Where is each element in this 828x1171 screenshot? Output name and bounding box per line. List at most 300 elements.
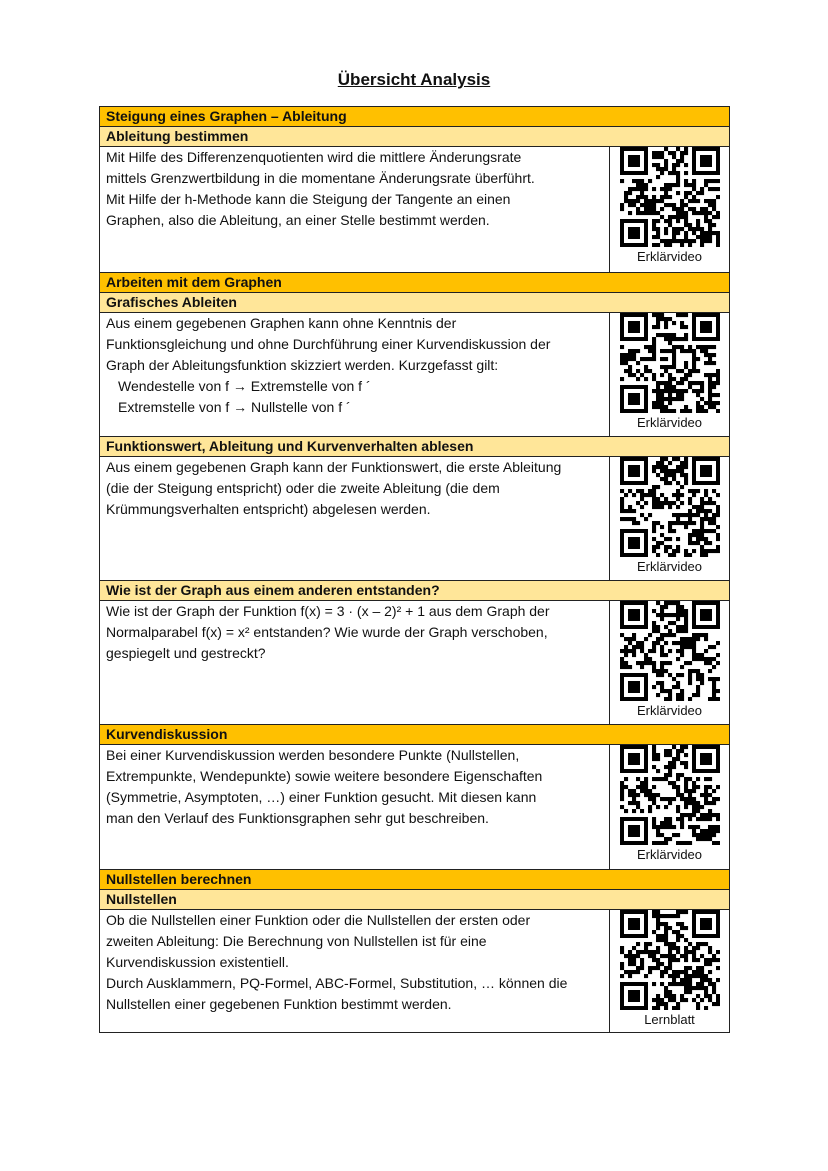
qr-module [644, 211, 648, 215]
qr-module [668, 529, 672, 533]
qr-code-icon[interactable] [620, 457, 720, 557]
qr-module [664, 934, 668, 938]
qr-module [684, 203, 688, 207]
qr-module [652, 753, 656, 757]
qr-module [648, 211, 652, 215]
qr-module [700, 521, 704, 525]
qr-module [692, 187, 696, 191]
qr-module [672, 469, 676, 473]
qr-module [648, 633, 652, 637]
qr-module [712, 685, 716, 689]
qr-module [652, 645, 656, 649]
qr-module [688, 553, 692, 557]
qr-module [676, 958, 680, 962]
qr-module [708, 345, 712, 349]
qr-module [628, 970, 632, 974]
qr-module [688, 381, 692, 385]
section-text: Aus einem gegebenen Graphen kann ohne Kenntnis der Funktionsgleichung und ohne Durchführung einer Kurvendiskussion der Graph der Ableitungsfunktion skizziert werden. Kurzgefasst gilt: Wendestelle von f → Extremstelle von f ´ Extremstelle von f → Nullstelle von f ´ [100, 313, 610, 437]
qr-module [688, 533, 692, 537]
qr-module [656, 227, 660, 231]
qr-module [648, 950, 652, 954]
qr-module [680, 797, 684, 801]
qr-module [628, 641, 632, 645]
qr-module [656, 175, 660, 179]
qr-module [656, 485, 660, 489]
qr-module [676, 345, 680, 349]
qr-module [712, 657, 716, 661]
qr-module [668, 341, 672, 345]
qr-module [684, 477, 688, 481]
qr-module [620, 357, 624, 361]
qr-module [640, 966, 644, 970]
qr-module [660, 637, 664, 641]
qr-module [688, 501, 692, 505]
qr-module [684, 978, 688, 982]
qr-module [652, 966, 656, 970]
qr-module [664, 601, 668, 605]
qr-module [652, 609, 656, 613]
qr-module [688, 986, 692, 990]
qr-module [660, 171, 664, 175]
qr-module [684, 215, 688, 219]
qr-module [716, 697, 720, 701]
qr-module [656, 235, 660, 239]
qr-module [712, 489, 716, 493]
qr-module [672, 914, 676, 918]
qr-module [684, 151, 688, 155]
qr-module [656, 950, 660, 954]
qr-module [676, 215, 680, 219]
qr-module [716, 533, 720, 537]
qr-module [684, 753, 688, 757]
qr-module [716, 653, 720, 657]
qr-module [624, 970, 628, 974]
qr-module [708, 239, 712, 243]
qr-module [696, 513, 700, 517]
qr-module [620, 179, 624, 183]
qr-module [640, 809, 644, 813]
qr-module [672, 994, 676, 998]
qr-module [664, 773, 668, 777]
qr-module [708, 219, 712, 223]
qr-module [676, 693, 680, 697]
qr-module [716, 239, 720, 243]
qr-module [692, 633, 696, 637]
qr-module [676, 549, 680, 553]
qr-module [672, 163, 676, 167]
qr-module [684, 223, 688, 227]
qr-module [708, 946, 712, 950]
qr-code-icon[interactable] [620, 910, 720, 1010]
qr-module [652, 497, 656, 501]
qr-module [620, 793, 624, 797]
qr-module [684, 926, 688, 930]
qr-code-icon[interactable] [620, 313, 720, 413]
qr-module [664, 497, 668, 501]
qr-module [628, 365, 632, 369]
qr-module [644, 357, 648, 361]
qr-code-cell[interactable] [610, 745, 730, 870]
qr-module [620, 785, 624, 789]
qr-module [716, 195, 720, 199]
qr-module [676, 393, 680, 397]
qr-module [632, 653, 636, 657]
qr-module [632, 373, 636, 377]
qr-module [660, 1002, 664, 1006]
qr-module [660, 841, 664, 845]
qr-code-cell[interactable] [610, 601, 730, 725]
qr-module [660, 609, 664, 613]
qr-module [664, 187, 668, 191]
qr-module [696, 958, 700, 962]
qr-module [652, 151, 656, 155]
qr-code-cell[interactable] [610, 910, 730, 1033]
qr-code-cell[interactable] [610, 457, 730, 581]
qr-module [692, 833, 696, 837]
qr-module [648, 793, 652, 797]
qr-module [676, 613, 680, 617]
qr-module [668, 914, 672, 918]
qr-module [660, 313, 664, 317]
qr-module [660, 397, 664, 401]
qr-module [676, 513, 680, 517]
qr-module [668, 219, 672, 223]
qr-module [648, 199, 652, 203]
qr-module [708, 401, 712, 405]
qr-module [628, 369, 632, 373]
qr-module [628, 321, 640, 333]
qr-module [668, 537, 672, 541]
qr-module [700, 227, 704, 231]
qr-module [712, 381, 716, 385]
qr-module [628, 637, 632, 641]
qr-module [660, 998, 664, 1002]
qr-module [660, 155, 664, 159]
qr-module [664, 765, 668, 769]
qr-module [652, 199, 656, 203]
qr-module [660, 934, 664, 938]
qr-module [708, 817, 712, 821]
qr-module [712, 529, 716, 533]
qr-module [700, 653, 704, 657]
qr-module [628, 958, 632, 962]
qr-module [664, 994, 668, 998]
qr-module [712, 393, 716, 397]
qr-module [628, 357, 632, 361]
qr-module [668, 385, 672, 389]
qr-module [664, 219, 668, 223]
qr-module [656, 151, 660, 155]
qr-module [708, 645, 712, 649]
qr-module [696, 809, 700, 813]
qr-module [684, 361, 688, 365]
qr-module [660, 661, 664, 665]
qr-module [668, 769, 672, 773]
qr-module [644, 974, 648, 978]
qr-module [684, 990, 688, 994]
qr-module [620, 665, 624, 669]
qr-module [636, 661, 640, 665]
qr-module [712, 187, 716, 191]
qr-module [684, 461, 688, 465]
qr-module [684, 765, 688, 769]
qr-module [712, 521, 716, 525]
qr-module [624, 191, 628, 195]
qr-module [696, 509, 700, 513]
qr-module [640, 489, 644, 493]
qr-module [660, 922, 664, 926]
qr-module [672, 183, 676, 187]
qr-label: Erklärvideo [636, 703, 703, 718]
qr-module [684, 954, 688, 958]
qr-module [680, 377, 684, 381]
qr-module [696, 833, 700, 837]
qr-module [656, 219, 660, 223]
qr-module [680, 745, 684, 749]
qr-module [716, 369, 720, 373]
qr-module [692, 179, 696, 183]
qr-module [656, 934, 660, 938]
qr-module [656, 163, 660, 167]
qr-module [680, 970, 684, 974]
qr-module [672, 757, 676, 761]
qr-module [624, 195, 628, 199]
qr-module [692, 365, 696, 369]
qr-module [712, 549, 716, 553]
qr-module [660, 685, 664, 689]
qr-module [644, 493, 648, 497]
qr-module [676, 970, 680, 974]
qr-module [684, 313, 688, 317]
qr-module [624, 649, 628, 653]
qr-module [700, 517, 704, 521]
qr-module [692, 653, 696, 657]
qr-module [700, 397, 704, 401]
qr-module [672, 633, 676, 637]
qr-module [628, 793, 632, 797]
qr-module [712, 373, 716, 377]
qr-module [672, 998, 676, 1002]
qr-module [676, 231, 680, 235]
qr-module [684, 235, 688, 239]
qr-module [636, 785, 640, 789]
qr-module [704, 942, 708, 946]
qr-module [696, 966, 700, 970]
qr-module [660, 914, 664, 918]
qr-module [652, 685, 656, 689]
qr-module [640, 211, 644, 215]
qr-module [636, 954, 640, 958]
qr-module [624, 509, 628, 513]
qr-module [684, 377, 688, 381]
qr-module [672, 167, 676, 171]
qr-module [700, 349, 704, 353]
qr-module [668, 753, 672, 757]
qr-module [704, 789, 708, 793]
qr-module [680, 243, 684, 247]
qr-module [708, 203, 712, 207]
qr-module [712, 681, 716, 685]
qr-module [652, 313, 656, 317]
qr-module [712, 517, 716, 521]
qr-module [696, 529, 700, 533]
qr-module [620, 966, 624, 970]
qr-module [708, 825, 712, 829]
qr-module [620, 797, 624, 801]
qr-module [656, 962, 660, 966]
qr-module [704, 513, 708, 517]
qr-module [620, 781, 624, 785]
qr-module [704, 219, 708, 223]
qr-module [664, 753, 668, 757]
qr-module [676, 938, 680, 942]
qr-module [652, 207, 656, 211]
qr-module [640, 645, 644, 649]
qr-module [652, 998, 656, 1002]
qr-module [652, 982, 656, 986]
qr-module [628, 962, 632, 966]
qr-module [704, 661, 708, 665]
qr-module [656, 833, 660, 837]
qr-module [664, 317, 668, 321]
qr-module [708, 829, 712, 833]
qr-module [648, 203, 652, 207]
qr-module [672, 457, 676, 461]
qr-module [704, 501, 708, 505]
qr-code-icon[interactable] [620, 745, 720, 845]
qr-module [700, 966, 704, 970]
qr-module [668, 195, 672, 199]
qr-module [692, 825, 696, 829]
qr-module [636, 970, 640, 974]
qr-module [668, 825, 672, 829]
qr-module [684, 195, 688, 199]
qr-module [664, 333, 668, 337]
qr-module [680, 609, 684, 613]
qr-module [692, 669, 696, 673]
qr-module [700, 243, 704, 247]
qr-module [660, 239, 664, 243]
qr-module [668, 365, 672, 369]
qr-module [632, 199, 636, 203]
qr-module [648, 797, 652, 801]
qr-module [640, 191, 644, 195]
qr-module [664, 147, 668, 151]
section-text: Aus einem gegebenen Graph kann der Funktionswert, die erste Ableitung (die der Steigung entspricht) oder die zweite Ableitung (die dem Krümmungsverhalten entspricht) abgelesen werden. [100, 457, 610, 581]
qr-module [676, 163, 680, 167]
qr-module [660, 974, 664, 978]
qr-module [652, 401, 656, 405]
qr-module [688, 223, 692, 227]
qr-module [672, 765, 676, 769]
qr-module [636, 377, 640, 381]
qr-module [708, 397, 712, 401]
qr-module [704, 986, 708, 990]
qr-module [632, 958, 636, 962]
qr-module [680, 381, 684, 385]
qr-module [672, 345, 676, 349]
qr-module [712, 990, 716, 994]
qr-module [680, 749, 684, 753]
qr-module [668, 223, 672, 227]
qr-module [636, 369, 640, 373]
qr-module [692, 789, 696, 793]
qr-module [672, 974, 676, 978]
qr-module [704, 179, 708, 183]
qr-module [652, 954, 656, 958]
qr-code-icon[interactable] [620, 601, 720, 701]
qr-module [664, 1002, 668, 1006]
qr-code-icon[interactable] [620, 147, 720, 247]
qr-module [620, 962, 624, 966]
qr-code-cell[interactable] [610, 147, 730, 273]
qr-module [660, 373, 664, 377]
qr-module [684, 946, 688, 950]
qr-module [684, 521, 688, 525]
qr-module [704, 837, 708, 841]
qr-module [688, 409, 692, 413]
qr-module [652, 669, 656, 673]
qr-module [668, 966, 672, 970]
qr-module [684, 147, 688, 151]
qr-module [664, 243, 668, 247]
qr-module [716, 841, 720, 845]
qr-module [664, 405, 668, 409]
qr-module [712, 986, 716, 990]
qr-module [676, 617, 680, 621]
qr-module [652, 357, 656, 361]
qr-module [704, 990, 708, 994]
qr-module [656, 613, 660, 617]
qr-module [640, 789, 644, 793]
qr-module [656, 405, 660, 409]
qr-module [664, 465, 668, 469]
qr-module [668, 461, 672, 465]
qr-module [676, 337, 680, 341]
qr-module [620, 661, 624, 665]
qr-label: Erklärvideo [636, 415, 703, 430]
qr-module [664, 549, 668, 553]
qr-module [692, 369, 696, 373]
qr-module [636, 187, 640, 191]
qr-module [696, 405, 700, 409]
qr-module [624, 369, 628, 373]
qr-module [704, 541, 708, 545]
qr-module [656, 769, 660, 773]
qr-module [672, 361, 676, 365]
qr-module [656, 669, 660, 673]
qr-code-cell[interactable] [610, 313, 730, 437]
qr-module [716, 825, 720, 829]
qr-module [700, 381, 704, 385]
qr-module [716, 829, 720, 833]
qr-module [708, 393, 712, 397]
qr-module [708, 517, 712, 521]
qr-module [672, 761, 676, 765]
qr-module [668, 693, 672, 697]
qr-module [704, 801, 708, 805]
qr-module [680, 227, 684, 231]
qr-module [636, 777, 640, 781]
qr-module [656, 926, 660, 930]
qr-module [692, 785, 696, 789]
qr-module [676, 537, 680, 541]
qr-module [652, 958, 656, 962]
qr-module [660, 167, 664, 171]
qr-module [672, 357, 676, 361]
qr-module [668, 525, 672, 529]
qr-module [684, 163, 688, 167]
